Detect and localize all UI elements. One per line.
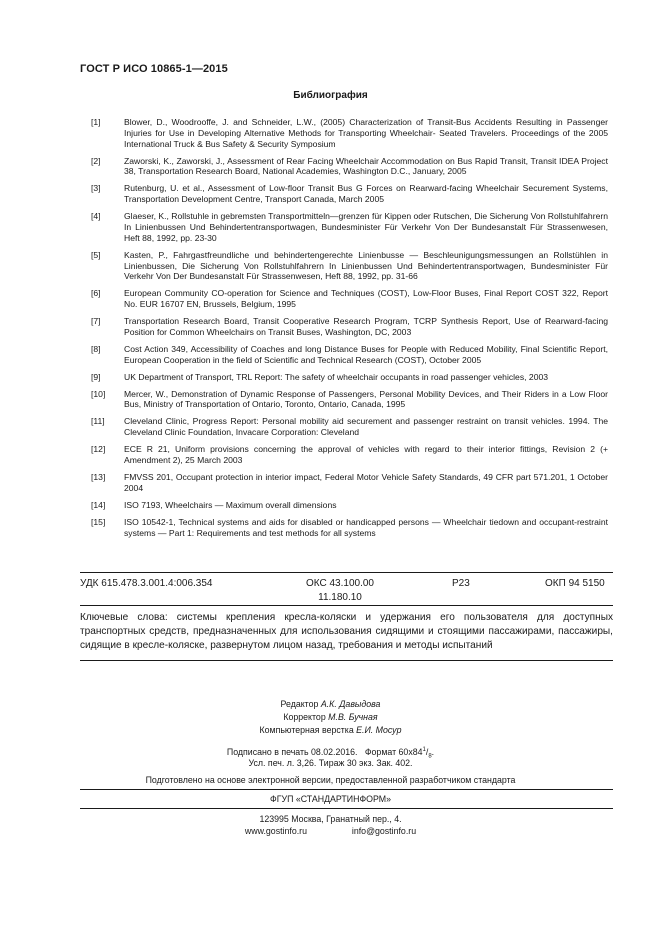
- bibliography-item-number: [1]: [91, 117, 101, 127]
- signed-line: Подписано в печать 08.02.2016. Формат $60х84^1/_8$.: [226, 746, 435, 760]
- keywords: Ключевые слова: системы крепления кресла-коляски и удержания его пользователя для доступных транспортных средств, предназначенных для использования сидящими и стоящими пассажирами, пассажиры, сидящие в кресле-коляске, развернутом лицом назад, требования и методы испытаний: [80, 612, 613, 652]
- bibliography-item: [91, 288, 608, 310]
- bibliography-item-number: [15]: [91, 516, 106, 527]
- bibliography-item-text: Kasten, P., Fahrgastfreundliche und behindertengerechte Linienbusse — Beschleunigungsmessungen an Rollstühlen in Linienbussen, Die Sicherung Von Rollstuhlfahrern In Linienbussen Und Behindertentransportwagen, Bundesminister Für Verkehr Von Der Bundesanstalt Für Strassenwesen, Heft 88, 1992, pp. 31-66: [124, 249, 608, 282]
- bibliography-item-text: FMVSS 201, Occupant protection in interior impact, Federal Motor Vehicle Safety Standards, 49 CFR part 571.201, 1 October 2004: [124, 471, 608, 493]
- print-info: Усл. печ. л. 3,26. Тираж 30 экз. Зак. 402.: [248, 758, 413, 768]
- okp-code: ОКП 94 5150: [545, 578, 605, 589]
- bibliography-item-text: European Community CO-operation for Science and Techniques (COST), Low-Floor Buses, Final Report COST 322, Report No. EUR 16707 EN, Brussels, Belgium, 1995: [124, 288, 608, 310]
- bottom-divider: [80, 660, 613, 661]
- corrector-line: [0, 711, 661, 724]
- publisher-divider-bottom: [80, 808, 613, 809]
- layout-line: [0, 724, 661, 737]
- bibliography-item-number: [6]: [91, 288, 101, 299]
- bibliography-title: Библиография: [293, 90, 368, 101]
- bibliography-item: [91, 183, 608, 205]
- bibliography-item-number: [12]: [91, 444, 106, 455]
- publisher-name: ФГУП «СТАНДАРТИНФОРМ»: [270, 794, 391, 804]
- standard-header: ГОСТ Р ИСО 10865-1—2015: [80, 63, 228, 75]
- bibliography-item-number: [8]: [91, 343, 101, 354]
- bibliography-item-number: [7]: [91, 316, 101, 327]
- bibliography-item: [91, 156, 608, 178]
- website-link[interactable]: www.gostinfo.ru: [244, 826, 307, 836]
- bibliography-item-text: ISO 10542-1, Technical systems and aids for disabled or handicapped persons — Wheelchair tiedown and occupant-restraint systems — Part 1: Requirements and test methods for all systems: [124, 516, 608, 538]
- bibliography-item-number: [2]: [91, 155, 101, 166]
- bibliography-item: [91, 416, 608, 438]
- corrector-label: Корректор: [283, 712, 326, 722]
- top-divider: [80, 572, 613, 573]
- bibliography-item: [91, 472, 608, 494]
- bibliography-item: [91, 372, 608, 383]
- bibliography-item-number: [5]: [91, 249, 101, 260]
- bibliography-item: [91, 517, 608, 539]
- bibliography-item-number: [9]: [91, 371, 101, 382]
- bibliography-item-text: Cost Action 349, Accessibility of Coaches and long Distance Buses for People with Reduced Mobility, Final Scientific Report, European Cooperation in the field of Scientific and Technical Research (COST), October 2005: [124, 343, 608, 365]
- publisher-address: 123995 Москва, Гранатный пер., 4.: [259, 814, 402, 824]
- bibliography-list: [91, 117, 608, 545]
- bibliography-item-text: ISO 7193, Wheelchairs — Maximum overall dimensions: [124, 499, 337, 510]
- bibliography-item: [91, 117, 608, 149]
- bibliography-item-number: [10]: [91, 388, 106, 399]
- format-text: Формат 60х84: [364, 746, 423, 757]
- oks-code: [300, 577, 380, 605]
- classification-code: Р23: [452, 578, 470, 589]
- signed-text: Подписано в печать 08.02.2016.: [226, 746, 358, 757]
- bibliography-item-text: Cleveland Clinic, Progress Report: Personal mobility aid securement and passenger restraint on transit vehicles. 1994. The Cleveland Clinic Foundation, Invacare Corporation: Cleveland: [124, 416, 608, 438]
- bibliography-item-text: Glaeser, K., Rollstuhle in gebremsten Transportmitteln—grenzen für Kippen oder Rutschen, Die Sicherung Von Rollstuhlfahrern In Linienbussen Und Behindertentransportwagen, Bundesminister Für Verkehr Von Der Bundesanstalt Für Strassenwesen, Heft 88, 1992, pp. 23-30: [124, 211, 608, 243]
- bibliography-item-number: [14]: [91, 499, 106, 510]
- bibliography-item-text: Zaworski, K., Zaworski, J., Assessment of Rear Facing Wheelchair Accommodation on Bus Rapid Transit, Transit IDEA Project 38, Transportation Research Board, National Academies, Washington D.C., January, 2005: [124, 155, 608, 177]
- bibliography-item-number: [13]: [91, 471, 106, 482]
- bibliography-item-number: [11]: [91, 416, 105, 427]
- bibliography-item: [91, 250, 608, 282]
- publisher-divider-top: [80, 789, 613, 790]
- bibliography-item: [91, 444, 608, 466]
- format-sup: 1: [422, 747, 426, 753]
- udk-code: УДК 615.478.3.001.4:006.354: [80, 578, 213, 589]
- bibliography-item: [91, 500, 608, 511]
- email-link[interactable]: info@gostinfo.ru: [351, 826, 417, 836]
- bibliography-item-text: Rutenburg, U. et al., Assessment of Low-floor Transit Bus G Forces on Rearward-facing Wheelchair Securement Systems, Transportation Development Centre, Transport Canada, March 2005: [124, 183, 608, 205]
- bibliography-item-number: [3]: [91, 183, 101, 194]
- bibliography-item-number: [4]: [91, 211, 101, 222]
- corrector-name: М.В. Бучная: [328, 712, 378, 722]
- editor-name: А.К. Давыдова: [320, 699, 381, 709]
- layout-label: Компьютерная верстка: [259, 725, 354, 735]
- prepared-note: Подготовлено на основе электронной версии, предоставленной разработчиком стандарта: [145, 775, 516, 785]
- bibliography-item: [91, 389, 608, 411]
- bibliography-item-text: ECE R 21, Uniform provisions concerning the approval of vehicles with regard to their interior fittings, Revision 2 (+ Amendment 2), 25 March 2003: [124, 444, 608, 465]
- bibliography-item: [91, 211, 608, 243]
- bibliography-item-text: Blower, D., Woodrooffe, J. and Schneider, L.W., (2005) Characterization of Transit-Bus Accidents Resulting in Passenger Injuries for Use in Developing Alternative Methods for Transporting Wheelchair- Seated Travelers. Proceedings of the 2005 International Truck & Bus Safety & Security Symposium: [124, 117, 608, 149]
- bibliography-item: [91, 344, 608, 366]
- bibliography-item-text: Transportation Research Board, Transit Cooperative Research Program, TCRP Synthesis Report, Use of Rearward-facing Position for Common Wheelchairs on Transit Buses, Washington, DC, 2003: [124, 316, 608, 337]
- editor-label: Редактор: [280, 699, 319, 709]
- bibliography-item-text: UK Department of Transport, TRL Report: The safety of wheelchair occupants in road passenger vehicles, 2003: [124, 371, 549, 382]
- oks-code-line2: 11.180.10: [318, 592, 362, 603]
- publisher-contacts: [0, 825, 661, 838]
- oks-code-line1: ОКС 43.100.00: [306, 578, 374, 589]
- format-sub: 8: [428, 753, 432, 760]
- layout-name: Е.И. Мосур: [356, 725, 402, 735]
- editor-line: [0, 698, 661, 711]
- bibliography-item: [91, 316, 608, 338]
- bibliography-item-text: Mercer, W., Demonstration of Dynamic Response of Passengers, Personal Mobility Devices, and Their Riders in a Low Floor Bus, Ministry of Transportation of Ontario, Toronto, Ontario, Canada, 1995: [124, 388, 608, 410]
- classification-divider: [80, 605, 613, 606]
